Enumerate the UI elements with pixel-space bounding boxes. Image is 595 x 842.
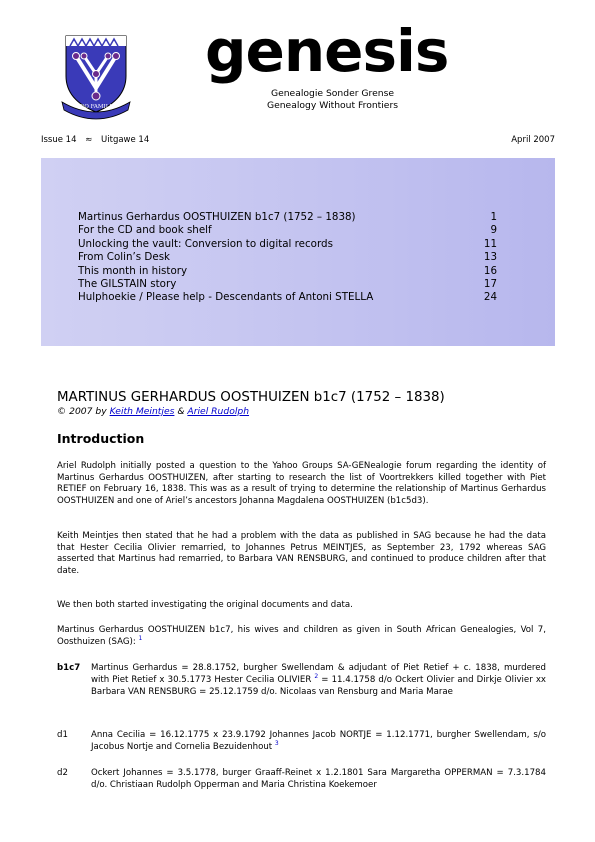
paragraph-3: We then both started investigating the original documents and data. [57, 600, 353, 610]
issue-date: April 2007 [511, 135, 555, 145]
paragraph-1: Ariel Rudolph initially posted a question to the Yahoo Groups SA-GENealogie forum regarding the identity of Martinus Gerhardus OOSTHUIZEN, after starting to research the list of Voortrekkers killed together with Piet RETIEF on February 16, 1838. This was as a result of trying to determine the relationship of Martinus Gerhardus OOSTHUIZEN and one of Ariel’s ancestors Johanna Magdalena OOSTHUIZEN (b1c5d3). [57, 461, 546, 506]
footnote-ref-2[interactable]: 2 [314, 672, 319, 680]
entry-text: Anna Cecilia = 16.12.1775 x 23.9.1792 Johannes Jacob NORTJE = 1.12.1771, burgher Swellendam, s/o Jacobus Nortje and Cornelia Bezuidenhout $^3$ [91, 730, 546, 752]
section-heading: Introduction [57, 431, 145, 446]
issue-en: Issue 14 [41, 135, 77, 145]
tagline-afrikaans: Genealogie Sonder Grense [270, 88, 395, 99]
author-link-rudolph[interactable]: Ariel Rudolph [187, 406, 250, 417]
issue-separator: ≈ [85, 135, 93, 145]
article-title: MARTINUS GERHARDUS OOSTHUIZEN b1c7 (1752 – 1838) [57, 390, 445, 405]
genesis-logo: genesis [205, 17, 449, 85]
entry-text: Martinus Gerhardus = 28.8.1752, burgher Swellendam & adjudant of Piet Retief + c. 1838, murdered with Piet Retief x 30.5.1773 Hester Cecilia OLIVIER $^2$ = 11.4.1758 d/o Ockert Olivier and Dirkje Olivier xx Barbara VAN RENSBURG = 25.12.1759 d/o. Nicolaas van Rensburg and Maria Marae [91, 663, 546, 697]
issue-af: Uitgawe 14 [101, 135, 150, 145]
footnote-ref-3[interactable]: 3 [274, 739, 279, 747]
entry-code: b1c7 [57, 663, 81, 673]
byline [57, 406, 249, 417]
crest-logo [60, 30, 132, 122]
contents-item[interactable]: From Colin’s Desk 13 [78, 251, 497, 264]
entry-text: Ockert Johannes = 3.5.1778, burger Graaff-Reinet x 1.2.1801 Sara Margaretha OPPERMAN = 7.3.1784 d/o. Christiaan Rudolph Opperman and Maria Christina Koekemoer [91, 768, 546, 790]
entry-code: d2 [57, 768, 68, 778]
contents-item[interactable]: For the CD and book shelf 9 [78, 224, 497, 237]
entry-code: d1 [57, 730, 68, 740]
paragraph-4-text: Martinus Gerhardus OOSTHUIZEN b1c7, his wives and children as given in South African Genealogies, Vol 7, Oosthuizen (SAG): [57, 625, 546, 647]
tagline [240, 88, 425, 112]
tagline-english: Genealogy Without Frontiers [266, 100, 399, 111]
contents-box [41, 158, 555, 346]
issue-number [41, 135, 155, 145]
contents-item[interactable]: Hulphoekie / Please help - Descendants of Antoni STELLA 24 [78, 291, 497, 304]
contents-list [78, 211, 497, 305]
author-link-meintjes[interactable]: Keith Meintjes [109, 406, 175, 417]
genealogy-entry [57, 663, 546, 698]
contents-item[interactable]: The GILSTAIN story 17 [78, 278, 497, 291]
crest-motto: PRO FAMILIA [76, 104, 116, 110]
contents-item[interactable]: This month in history 16 [78, 264, 497, 277]
paragraph-4 [57, 625, 546, 648]
genealogy-entry [57, 768, 546, 792]
byline-and: & [174, 406, 188, 417]
contents-item[interactable]: Martinus Gerhardus OOSTHUIZEN b1c7 (1752 – 1838) 1 [78, 211, 497, 223]
contents-item[interactable]: Unlocking the vault: Conversion to digital records 11 [78, 237, 497, 250]
genealogy-entry [57, 730, 546, 754]
footnote-ref-1[interactable]: 1 [138, 634, 143, 642]
byline-prefix: © 2007 by [57, 406, 110, 417]
paragraph-2: Keith Meintjes then stated that he had a problem with the data as published in SAG because he had the data that Hester Cecilia Olivier remarried, to Johannes Petrus MEINTJES, as September 23, 1792 whereas SAG asserted that Martinus had remarried, to Barbara VAN RENSBURG, and continued to produce children after that date. [57, 531, 546, 576]
